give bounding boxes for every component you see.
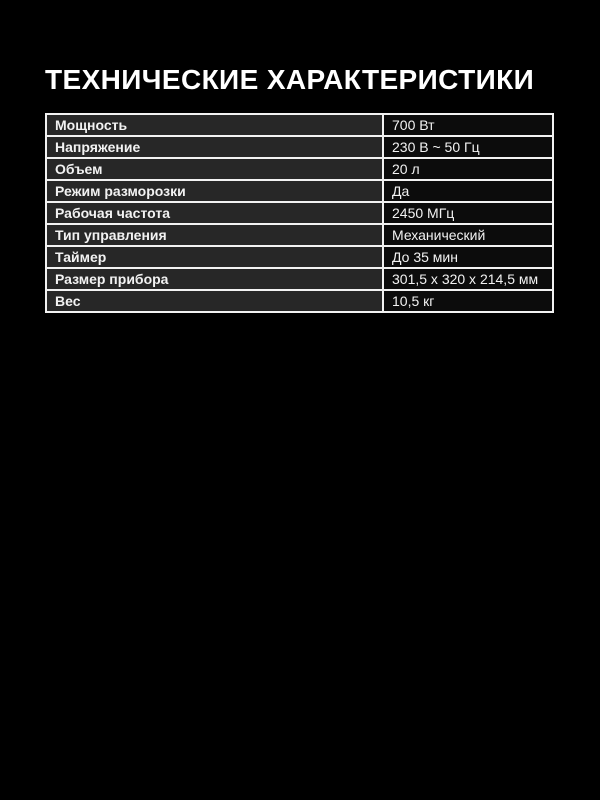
spec-table-body	[46, 114, 553, 312]
table-row	[46, 158, 553, 180]
table-row	[46, 180, 553, 202]
spec-label: Тип управления	[46, 224, 383, 246]
spec-value: Да	[383, 180, 553, 202]
spec-value: 700 Вт	[383, 114, 553, 136]
table-row	[46, 268, 553, 290]
table-row	[46, 246, 553, 268]
spec-label: Рабочая частота	[46, 202, 383, 224]
spec-label: Вес	[46, 290, 383, 312]
spec-value: 301,5 x 320 x 214,5 мм	[383, 268, 553, 290]
spec-label: Режим разморозки	[46, 180, 383, 202]
spec-value: 230 В ~ 50 Гц	[383, 136, 553, 158]
spec-value: 2450 МГц	[383, 202, 553, 224]
table-row	[46, 136, 553, 158]
spec-table	[45, 113, 554, 313]
table-row	[46, 114, 553, 136]
table-row	[46, 290, 553, 312]
table-row	[46, 224, 553, 246]
spec-value: 20 л	[383, 158, 553, 180]
page-title: ТЕХНИЧЕСКИЕ ХАРАКТЕРИСТИКИ	[45, 64, 535, 95]
spec-value: 10,5 кг	[383, 290, 553, 312]
spec-label: Объем	[46, 158, 383, 180]
spec-label: Мощность	[46, 114, 383, 136]
spec-label: Напряжение	[46, 136, 383, 158]
spec-value: Механический	[383, 224, 553, 246]
spec-value: До 35 мин	[383, 246, 553, 268]
spec-label: Размер прибора	[46, 268, 383, 290]
table-row	[46, 202, 553, 224]
spec-label: Таймер	[46, 246, 383, 268]
